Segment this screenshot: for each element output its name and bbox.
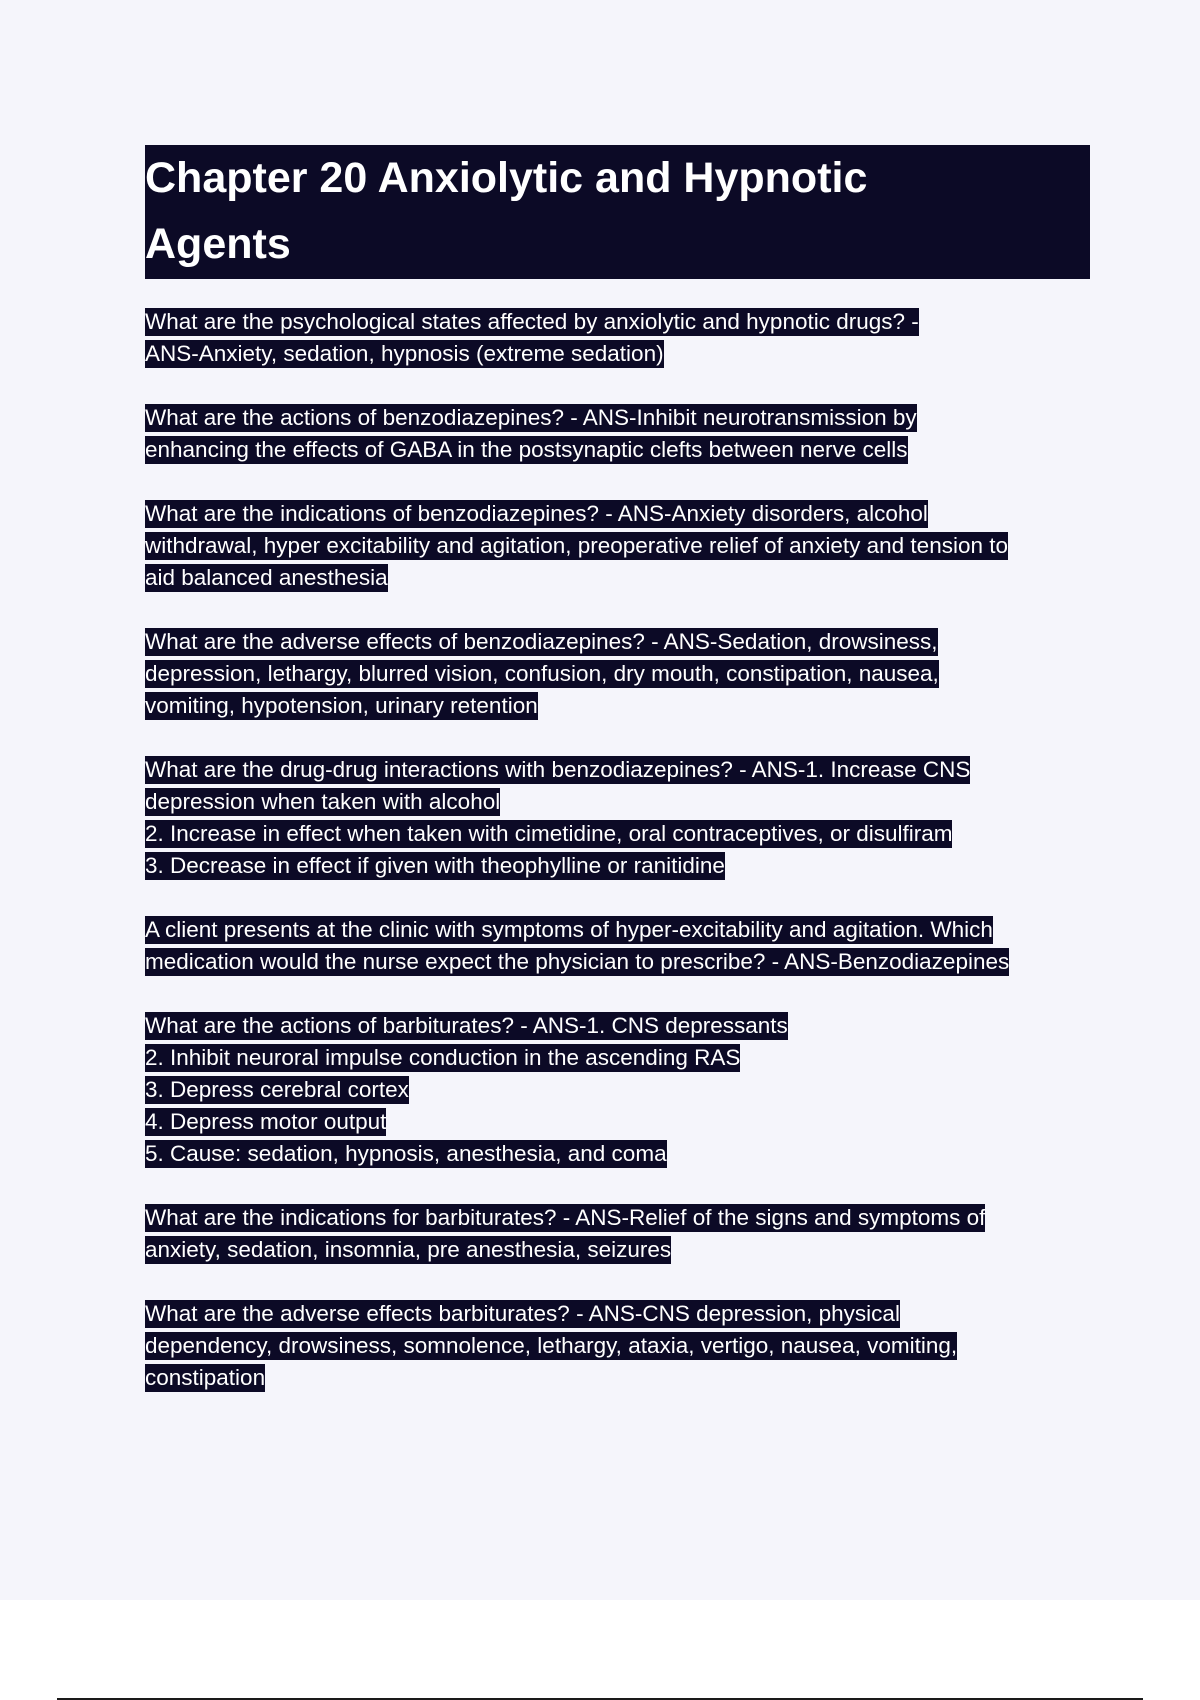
qa-line: What are the actions of barbiturates? - ANS-1. CNS depressants bbox=[145, 1013, 788, 1038]
qa-line: What are the indications of benzodiazepines? - ANS-Anxiety disorders, alcohol bbox=[145, 501, 928, 526]
qa-line: withdrawal, hyper excitability and agitation, preoperative relief of anxiety and tension to bbox=[145, 533, 1008, 558]
qa-line: 3. Decrease in effect if given with theophylline or ranitidine bbox=[145, 853, 725, 878]
qa-line: depression, lethargy, blurred vision, confusion, dry mouth, constipation, nausea, bbox=[145, 661, 939, 686]
qa-line: 5. Cause: sedation, hypnosis, anesthesia, and coma bbox=[145, 1141, 667, 1166]
qa-item bbox=[145, 1010, 1090, 1170]
qa-line: anxiety, sedation, insomnia, pre anesthesia, seizures bbox=[145, 1237, 672, 1262]
qa-item bbox=[145, 1298, 1090, 1394]
qa-line: What are the psychological states affected by anxiolytic and hypnotic drugs? - bbox=[145, 309, 919, 334]
qa-line: ANS-Anxiety, sedation, hypnosis (extreme sedation) bbox=[145, 341, 664, 366]
qa-line: 3. Depress cerebral cortex bbox=[145, 1077, 409, 1102]
chapter-title-line: Agents bbox=[145, 220, 291, 268]
qa-line: 4. Depress motor output bbox=[145, 1109, 387, 1134]
qa-item bbox=[145, 754, 1090, 882]
qa-item bbox=[145, 1202, 1090, 1266]
qa-line: medication would the nurse expect the physician to prescribe? - ANS-Benzodiazepines bbox=[145, 949, 1010, 974]
qa-line: enhancing the effects of GABA in the postsynaptic clefts between nerve cells bbox=[145, 437, 908, 462]
qa-line: vomiting, hypotension, urinary retention bbox=[145, 693, 538, 718]
qa-line: dependency, drowsiness, somnolence, lethargy, ataxia, vertigo, nausea, vomiting, bbox=[145, 1333, 958, 1358]
qa-line: What are the adverse effects of benzodiazepines? - ANS-Sedation, drowsiness, bbox=[145, 629, 938, 654]
qa-item bbox=[145, 402, 1090, 466]
chapter-title bbox=[145, 145, 1090, 279]
qa-line: depression when taken with alcohol bbox=[145, 789, 501, 814]
qa-item bbox=[145, 306, 1090, 370]
qa-line: 2. Inhibit neuroral impulse conduction in the ascending RAS bbox=[145, 1045, 741, 1070]
qa-line: A client presents at the clinic with symptoms of hyper-excitability and agitation. Which bbox=[145, 917, 993, 942]
qa-line: What are the actions of benzodiazepines? - ANS-Inhibit neurotransmission by bbox=[145, 405, 917, 430]
qa-item bbox=[145, 914, 1090, 978]
qa-item bbox=[145, 626, 1090, 722]
qa-line: What are the drug-drug interactions with benzodiazepines? - ANS-1. Increase CNS bbox=[145, 757, 971, 782]
document-content bbox=[145, 145, 1090, 1426]
chapter-title-line: Chapter 20 Anxiolytic and Hypnotic bbox=[145, 154, 868, 202]
qa-item bbox=[145, 498, 1090, 594]
qa-line: constipation bbox=[145, 1365, 266, 1390]
qa-line: 2. Increase in effect when taken with cimetidine, oral contraceptives, or disulfiram bbox=[145, 821, 953, 846]
qa-line: aid balanced anesthesia bbox=[145, 565, 388, 590]
qa-line: What are the adverse effects barbiturates? - ANS-CNS depression, physical bbox=[145, 1301, 900, 1326]
qa-line: What are the indications for barbiturates? - ANS-Relief of the signs and symptoms of bbox=[145, 1205, 986, 1230]
